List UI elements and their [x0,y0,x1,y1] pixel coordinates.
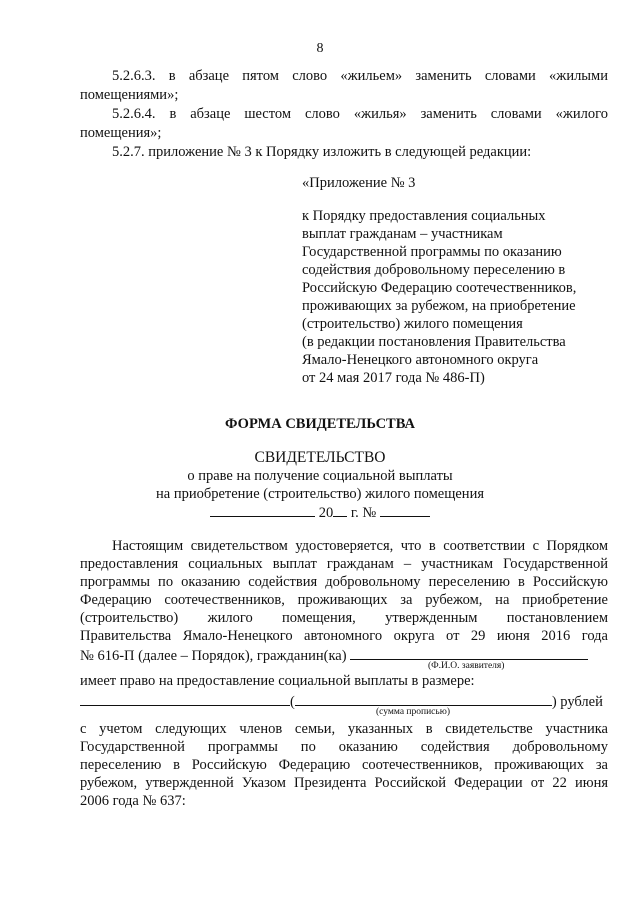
annex-line: (в редакции постановления Правительства [302,334,566,350]
fio-caption: (Ф.И.О. заявителя) [428,661,505,671]
certificate-subtitle-2: на приобретение (строительство) жилого помещения [156,486,484,502]
amendment-5-2-7: 5.2.7. приложение № 3 к Порядку изложить в следующей редакции: [112,144,532,160]
date-blank [210,502,315,517]
annex-line: к Порядку предоставления социальных [302,208,546,224]
body-line: программы по оказанию содействия добровольному переселению в Российскую [80,574,608,590]
body-last-line-text: № 616-П (далее – Порядок), гражданин(ка) [80,648,347,664]
body-line: предоставления социальных выплат гражданам – участникам Государственной [80,556,608,572]
annex-line: проживающих за рубежом, на приобретение [302,298,576,314]
certificate-subtitle-1: о праве на получение социальной выплаты [187,468,453,484]
amendment-5-2-6-4-line2: помещения»; [80,125,162,141]
annex-title: «Приложение № 3 [302,175,416,191]
body-line: Правительства Ямало-Ненецкого автономного округа от 29 июня 2016 года [80,628,608,644]
members-line: рубежом, утвержденной Указом Президента Российской Федерации от 22 июня [80,775,608,791]
body-line: Настоящим свидетельством удостоверяется, что в соответствии с Порядком [112,538,608,554]
certificate-title: СВИДЕТЕЛЬСТВО [254,449,386,466]
number-blank [380,502,430,517]
sum-caption: (сумма прописью) [376,707,450,717]
annex-line: содействия добровольному переселению в [302,262,566,278]
form-heading: ФОРМА СВИДЕТЕЛЬСТВА [225,416,415,432]
year-prefix: 20 [318,505,334,521]
sum-words-blank [295,691,552,706]
amendment-5-2-6-4-line1: 5.2.6.4. в абзаце шестом слово «жилья» заменить словами «жилого [112,106,608,122]
certificate-date-number [0,502,640,522]
sum-open-paren: ( [290,694,295,710]
annex-line: Российскую Федерацию соотечественников, [302,280,577,296]
members-line: с учетом следующих членов семьи, указанных в свидетельстве участника [80,721,608,737]
annex-line: выплат гражданам – участникам [302,226,503,242]
members-line: Государственной программы по оказанию содействия добровольному [80,739,608,755]
fio-blank [350,645,588,660]
members-line: переселению в Российскую Федерацию соотечественников, проживающих за [80,757,608,773]
annex-line: (строительство) жилого помещения [302,316,523,332]
annex-line: от 24 мая 2017 года № 486-П) [302,370,485,386]
annex-line: Ямало-Ненецкого автономного округа [302,352,539,368]
entitlement-line: имеет право на предоставление социальной выплаты в размере: [80,673,475,689]
body-last-line [80,645,588,665]
body-line: Федерацию соотечественников, проживающих за рубежом, на приобретение [80,592,608,608]
page-number: 8 [316,41,324,56]
annex-line: Государственной программы по оказанию [302,244,562,260]
members-last-line: 2006 года № 637: [80,793,186,809]
body-line: (строительство) жилого помещения, утвержденным постановлением [80,610,608,626]
year-blank [333,502,347,517]
amendment-5-2-6-3-line1: 5.2.6.3. в абзаце пятом слово «жильем» заменить словами «жилыми [112,68,608,84]
sum-digits-blank [80,691,290,706]
sum-currency: ) рублей [551,694,603,710]
amendment-5-2-6-3-line2: помещениями»; [80,87,179,103]
sum-line [80,691,603,711]
year-suffix: г. № [350,505,377,521]
